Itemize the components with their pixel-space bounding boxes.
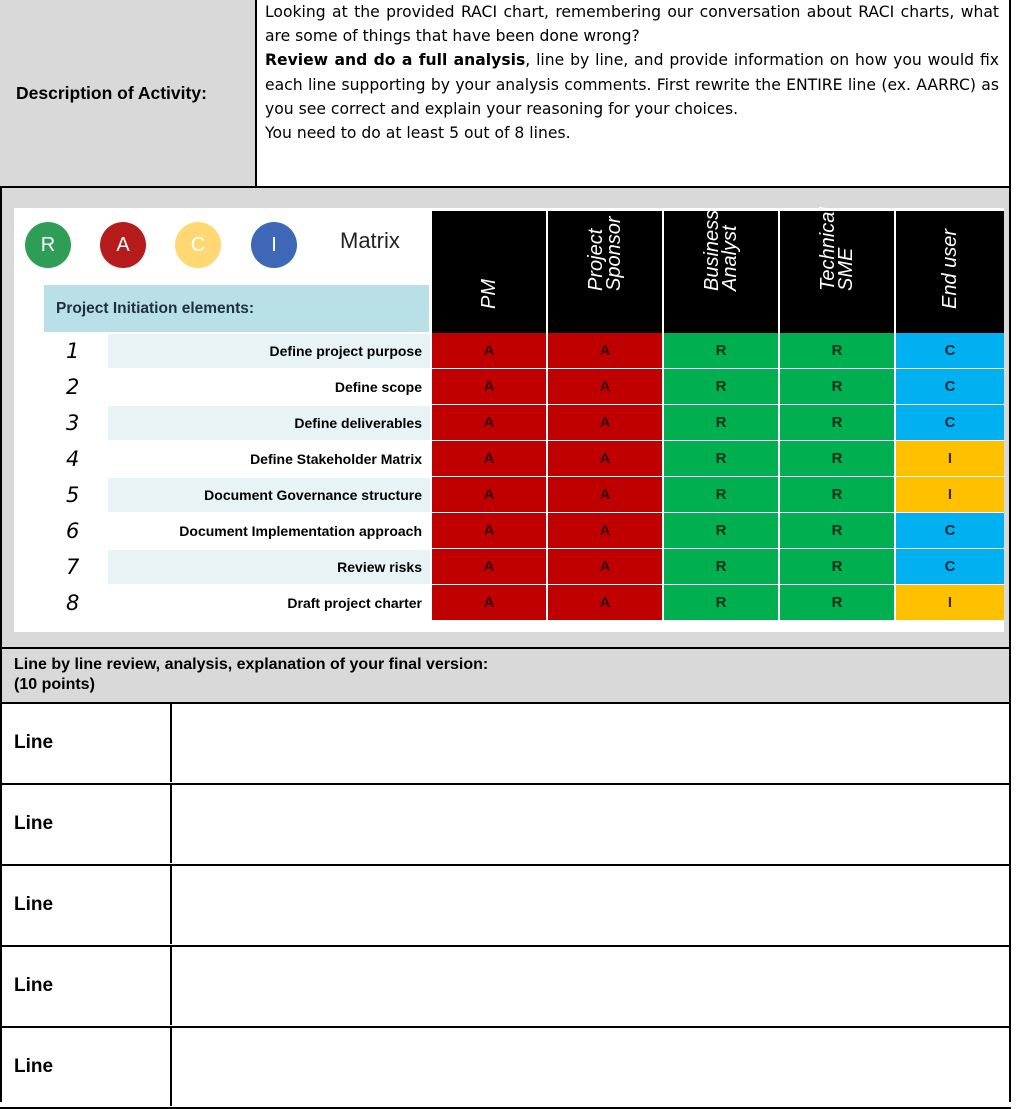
raci-cell: A: [430, 549, 546, 585]
role-header: [894, 211, 1004, 333]
review-line-answer[interactable]: [172, 1028, 1009, 1106]
role-header: [546, 211, 662, 333]
review-line-answer[interactable]: [172, 866, 1009, 944]
review-line-answer[interactable]: [172, 947, 1009, 1025]
legend-circle-c: C: [175, 222, 221, 268]
raci-cell: C: [894, 333, 1004, 369]
raci-cell: A: [430, 441, 546, 477]
description-text: [257, 0, 1009, 186]
row-number: 5: [66, 483, 80, 507]
row-label: Review risks: [108, 550, 430, 584]
role-header: [430, 211, 546, 333]
row-label: Define project purpose: [108, 334, 430, 368]
raci-cell: R: [662, 477, 778, 513]
review-header-line-2: (10 points): [14, 676, 95, 693]
description-line-3: You need to do at least 5 out of 8 lines.: [265, 124, 571, 143]
row-number: 7: [66, 555, 80, 579]
raci-cell: C: [894, 549, 1004, 585]
raci-cell: I: [894, 477, 1004, 513]
raci-cell: R: [778, 513, 894, 549]
raci-cell: R: [662, 549, 778, 585]
raci-cell: A: [546, 333, 662, 369]
raci-cell: A: [546, 441, 662, 477]
raci-cell: A: [546, 477, 662, 513]
review-line-label: Line: [2, 866, 172, 944]
description-line-1: Looking at the provided RACI chart, remembering our conversation about RACI charts, what are some of things that have been done wrong?: [265, 3, 999, 46]
row-number: 8: [66, 591, 80, 615]
raci-cell: R: [778, 477, 894, 513]
row-label: Document Governance structure: [108, 478, 430, 512]
review-line-answer[interactable]: [172, 704, 1009, 782]
role-header-text: PM: [478, 279, 500, 309]
raci-cell: A: [546, 513, 662, 549]
raci-cell: R: [662, 369, 778, 405]
role-header: [662, 211, 778, 333]
raci-cell: C: [894, 513, 1004, 549]
elements-header: [44, 285, 429, 332]
row-number: 2: [66, 375, 80, 399]
raci-cell: R: [778, 405, 894, 441]
raci-cell: R: [778, 585, 894, 621]
raci-cell: R: [662, 585, 778, 621]
legend-circle-a: A: [100, 222, 146, 268]
raci-cell: A: [430, 585, 546, 621]
row-label: Define deliverables: [108, 406, 430, 440]
review-line-label: Line: [2, 785, 172, 863]
review-line-label: Line: [2, 1028, 172, 1106]
legend-circle-r: R: [25, 222, 71, 268]
review-header: [2, 649, 1009, 702]
review-line-label: Line: [2, 947, 172, 1025]
row-label: Define Stakeholder Matrix: [108, 442, 430, 476]
raci-cell: C: [894, 369, 1004, 405]
review-line-label: Line: [2, 704, 172, 782]
raci-cell: I: [894, 441, 1004, 477]
raci-cell: A: [430, 333, 546, 369]
description-label-text: Description of Activity:: [16, 82, 207, 103]
elements-header-text: Project Initiation elements:: [56, 299, 255, 317]
raci-cell: C: [894, 405, 1004, 441]
raci-cell: A: [546, 369, 662, 405]
description-line-2-rest: , line by line, and provide information on how you would fix each line supporting by your analysis comments. First rewrite the ENTIRE line (ex. AARRC) as you see correct and explain your reasoning for your choices.: [265, 51, 999, 118]
raci-cell: A: [430, 405, 546, 441]
row-number: 6: [66, 519, 80, 543]
role-header: [778, 207, 894, 333]
description-bold-phrase: Review and do a full analysis: [265, 51, 526, 70]
raci-cell: A: [546, 585, 662, 621]
row-number: 4: [66, 447, 80, 471]
raci-cell: A: [430, 477, 546, 513]
raci-cell: R: [778, 333, 894, 369]
raci-cell: A: [430, 513, 546, 549]
raci-cell: R: [778, 369, 894, 405]
raci-cell: R: [778, 441, 894, 477]
role-header-text: Project Sponsor: [585, 216, 625, 291]
row-label: Define scope: [108, 370, 430, 404]
raci-cell: R: [662, 513, 778, 549]
raci-cell: R: [662, 333, 778, 369]
role-header-text: Technical SME: [817, 207, 857, 291]
role-header-text: End user: [939, 228, 961, 309]
review-line-answer[interactable]: [172, 785, 1009, 863]
row-number: 1: [66, 339, 80, 363]
raci-cell: A: [546, 549, 662, 585]
role-header-text: Business Analyst: [701, 209, 741, 291]
row-number: 3: [66, 411, 80, 435]
raci-cell: A: [430, 369, 546, 405]
raci-cell: R: [662, 441, 778, 477]
raci-cell: R: [778, 549, 894, 585]
matrix-title: Matrix: [340, 228, 400, 253]
row-label: Document Implementation approach: [108, 514, 430, 548]
legend-circle-i: I: [251, 222, 297, 268]
description-line-2: [265, 48, 999, 121]
raci-cell: R: [662, 405, 778, 441]
row-label: Draft project charter: [108, 586, 430, 620]
review-header-line-1: Line by line review, analysis, explanation of your final version:: [14, 656, 489, 673]
raci-cell: I: [894, 585, 1004, 621]
raci-cell: A: [546, 405, 662, 441]
description-label: [0, 0, 257, 186]
